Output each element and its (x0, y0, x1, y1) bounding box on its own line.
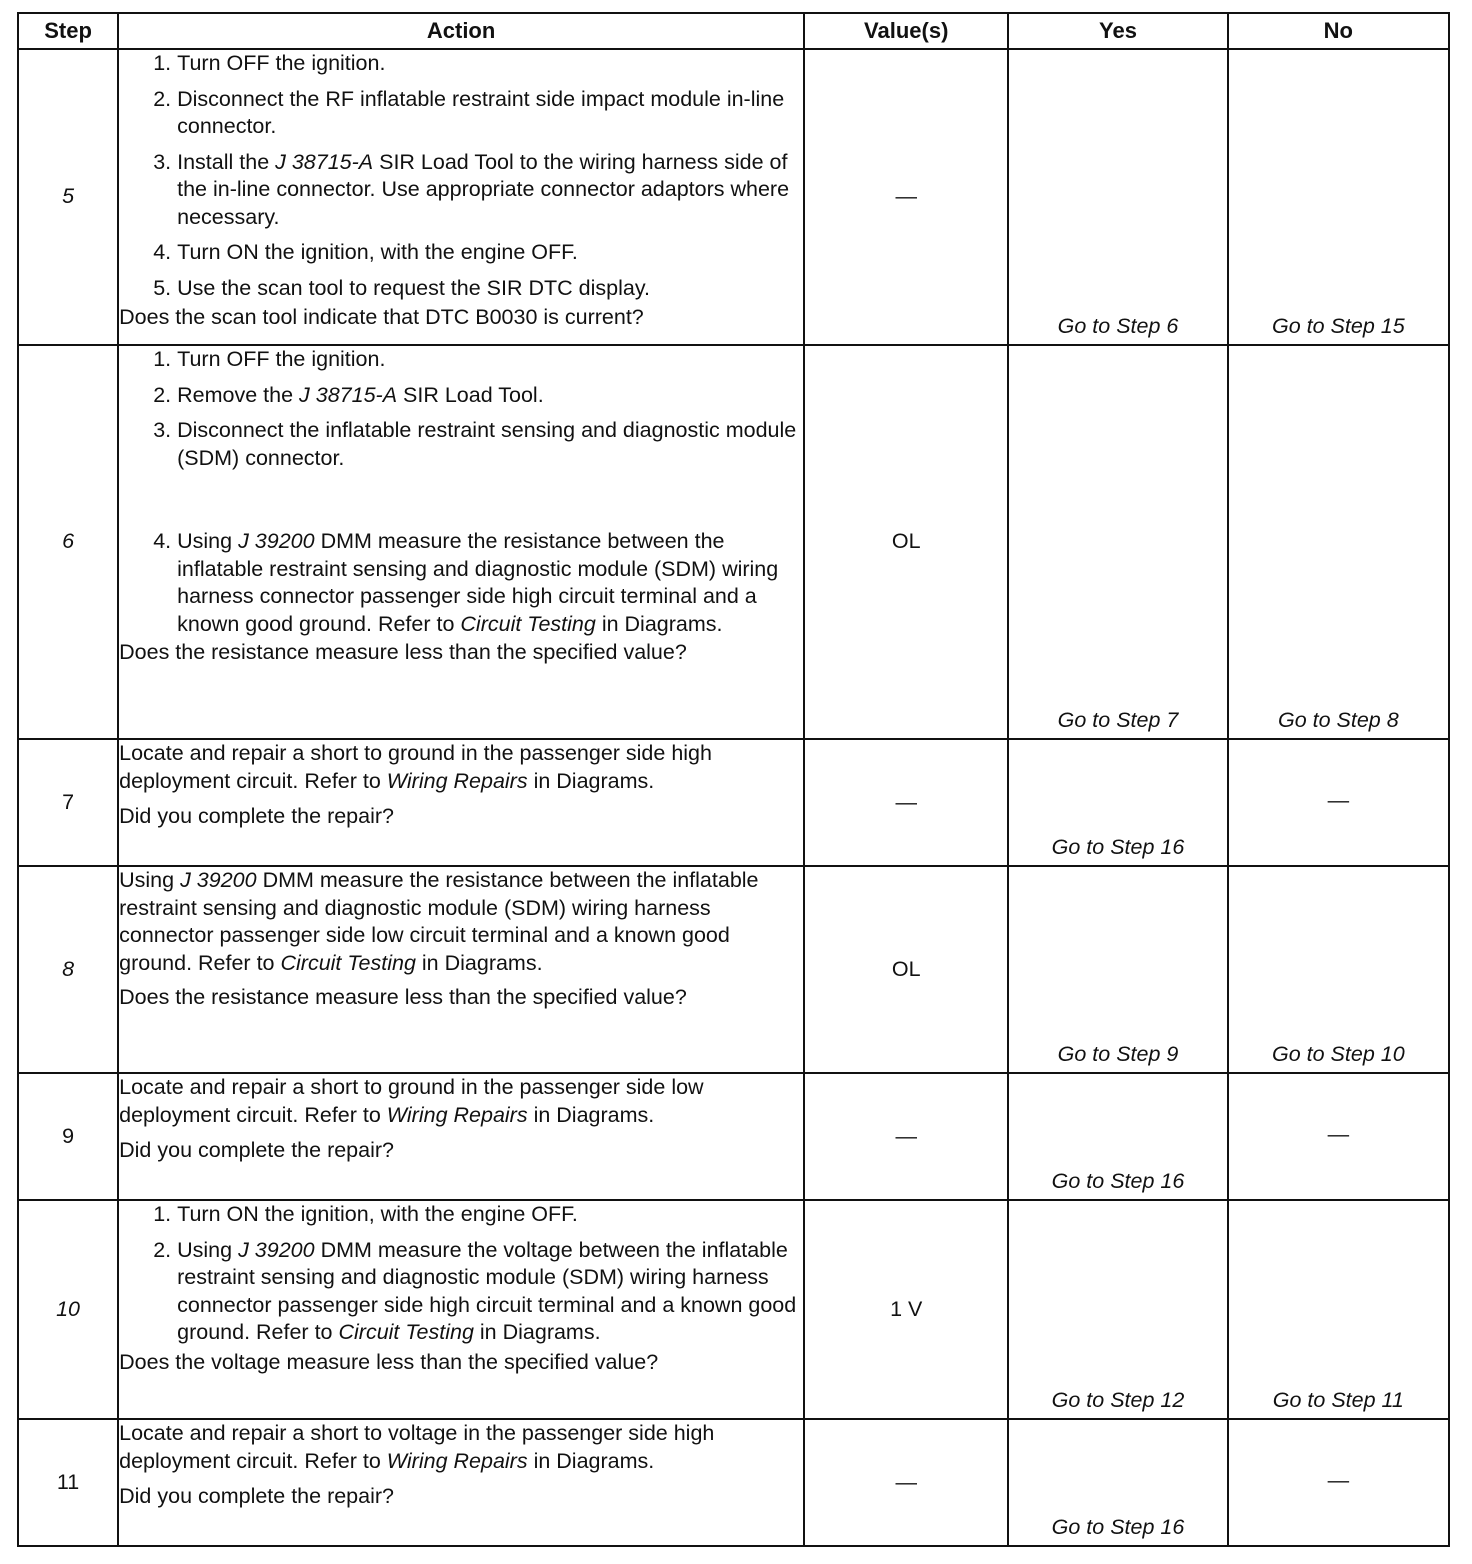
header-values: Value(s) (804, 13, 1008, 49)
reference-link[interactable]: Wiring Repairs (386, 768, 528, 793)
blank-space (177, 480, 803, 520)
step-number: 7 (18, 739, 118, 866)
action-step: 2. Remove the J 38715-A SIR Load Tool. (177, 382, 803, 410)
step-number: 10 (18, 1200, 118, 1419)
action-cell (118, 1419, 804, 1546)
action-step: 2. Disconnect the RF inflatable restraint side impact module in-line connector. (177, 86, 803, 141)
step-number: 8 (18, 866, 118, 1073)
action-cell (118, 1200, 804, 1419)
question: Does the voltage measure less than the specified value? (119, 1349, 659, 1374)
question: Did you complete the repair? (119, 1484, 394, 1508)
question: Did you complete the repair? (119, 1138, 394, 1162)
yes-link[interactable]: Go to Step 7 (1008, 345, 1227, 739)
action-text: Locate and repair a short to ground in the passenger side low deployment circuit. Refer to Wiring Repairs in Diagrams. (119, 1075, 704, 1127)
no-value: — (1228, 1073, 1449, 1200)
tool-reference: J 38715-A (299, 382, 398, 407)
header-step: Step (18, 13, 118, 49)
value-cell: — (804, 1073, 1008, 1200)
reference-link[interactable]: Circuit Testing (338, 1320, 474, 1344)
action-cell (118, 345, 804, 739)
action-step: 1. Turn OFF the ignition. (177, 50, 803, 78)
reference-link[interactable]: Circuit Testing (460, 611, 596, 636)
step-number: 11 (18, 1419, 118, 1546)
reference-link[interactable]: Wiring Repairs (386, 1102, 528, 1127)
table-row (18, 739, 1449, 866)
no-link[interactable]: Go to Step 8 (1228, 345, 1449, 739)
question: Does the resistance measure less than the specified value? (119, 985, 687, 1009)
action-steps (119, 1201, 803, 1347)
table-row (18, 49, 1449, 345)
no-value: — (1228, 1419, 1449, 1546)
action-step: 1. Turn ON the ignition, with the engine OFF. (177, 1201, 803, 1229)
action-step: 1. Turn OFF the ignition. (177, 346, 803, 374)
action-text: Locate and repair a short to ground in the passenger side high deployment circuit. Refer to Wiring Repairs in Diagrams. (119, 741, 712, 793)
action-steps (119, 50, 803, 302)
no-link[interactable]: Go to Step 11 (1228, 1200, 1449, 1419)
value-cell: OL (804, 866, 1008, 1073)
table-row (18, 345, 1449, 739)
tool-reference: J 39200 (180, 868, 257, 892)
action-text: Locate and repair a short to voltage in the passenger side high deployment circuit. Refer to Wiring Repairs in Diagrams. (119, 1421, 715, 1473)
action-cell (118, 49, 804, 345)
table-row (18, 1419, 1449, 1546)
question: Does the resistance measure less than the specified value? (119, 640, 687, 664)
value-cell: 1 V (804, 1200, 1008, 1419)
action-step: 3. Install the J 38715-A SIR Load Tool to the wiring harness side of the in-line connector. Use appropriate connector adaptors where necessary. (177, 149, 803, 232)
value-cell: — (804, 1419, 1008, 1546)
tool-reference: J 39200 (238, 1237, 315, 1262)
action-step: 3. Disconnect the inflatable restraint sensing and diagnostic module (SDM) connector. (177, 417, 803, 472)
header-yes: Yes (1008, 13, 1227, 49)
yes-link[interactable]: Go to Step 12 (1008, 1200, 1227, 1419)
table-row (18, 866, 1449, 1073)
step-number: 9 (18, 1073, 118, 1200)
question: Did you complete the repair? (119, 804, 394, 828)
action-step: 4. Using J 39200 DMM measure the resistance between the inflatable restraint sensing and diagnostic module (SDM) wiring harness connector passenger side high circuit terminal and a known good ground. Refer to Circuit Testing in Diagrams. (177, 528, 803, 638)
action-cell (118, 866, 804, 1073)
action-step: 4. Turn ON the ignition, with the engine OFF. (177, 239, 803, 267)
diagnostic-table (17, 12, 1450, 1547)
action-step: 2. Using J 39200 DMM measure the voltage between the inflatable restraint sensing and diagnostic module (SDM) wiring harness connector passenger side high circuit terminal and a known good ground. Refer to Circuit Testing in Diagrams. (177, 1237, 803, 1347)
value-cell: OL (804, 345, 1008, 739)
action-cell (118, 739, 804, 866)
reference-link[interactable]: Wiring Repairs (386, 1448, 528, 1473)
reference-link[interactable]: Circuit Testing (280, 950, 416, 975)
action-text: Using J 39200 DMM measure the resistance between the inflatable restraint sensing and diagnostic module (SDM) wiring harness connector passenger side low circuit terminal and a known good ground. Refer to Circuit Testing in Diagrams. (119, 868, 759, 975)
tool-reference: J 39200 (238, 529, 315, 553)
yes-link[interactable]: Go to Step 9 (1008, 866, 1227, 1073)
no-link[interactable]: Go to Step 15 (1228, 49, 1449, 345)
yes-link[interactable]: Go to Step 16 (1008, 1073, 1227, 1200)
table-row (18, 1200, 1449, 1419)
table-row (18, 1073, 1449, 1200)
no-value: — (1228, 739, 1449, 866)
tool-reference: J 38715-A (275, 149, 374, 174)
step-number: 5 (18, 49, 118, 345)
value-cell: — (804, 739, 1008, 866)
header-no: No (1228, 13, 1449, 49)
header-row (18, 13, 1449, 49)
action-cell (118, 1073, 804, 1200)
yes-link[interactable]: Go to Step 6 (1008, 49, 1227, 345)
action-steps (119, 346, 803, 638)
yes-link[interactable]: Go to Step 16 (1008, 739, 1227, 866)
value-cell: — (804, 49, 1008, 345)
header-action: Action (118, 13, 804, 49)
no-link[interactable]: Go to Step 10 (1228, 866, 1449, 1073)
step-number: 6 (18, 345, 118, 739)
yes-link[interactable]: Go to Step 16 (1008, 1419, 1227, 1546)
action-step: 5. Use the scan tool to request the SIR DTC display. (177, 275, 803, 303)
question: Does the scan tool indicate that DTC B0030 is current? (119, 305, 644, 329)
